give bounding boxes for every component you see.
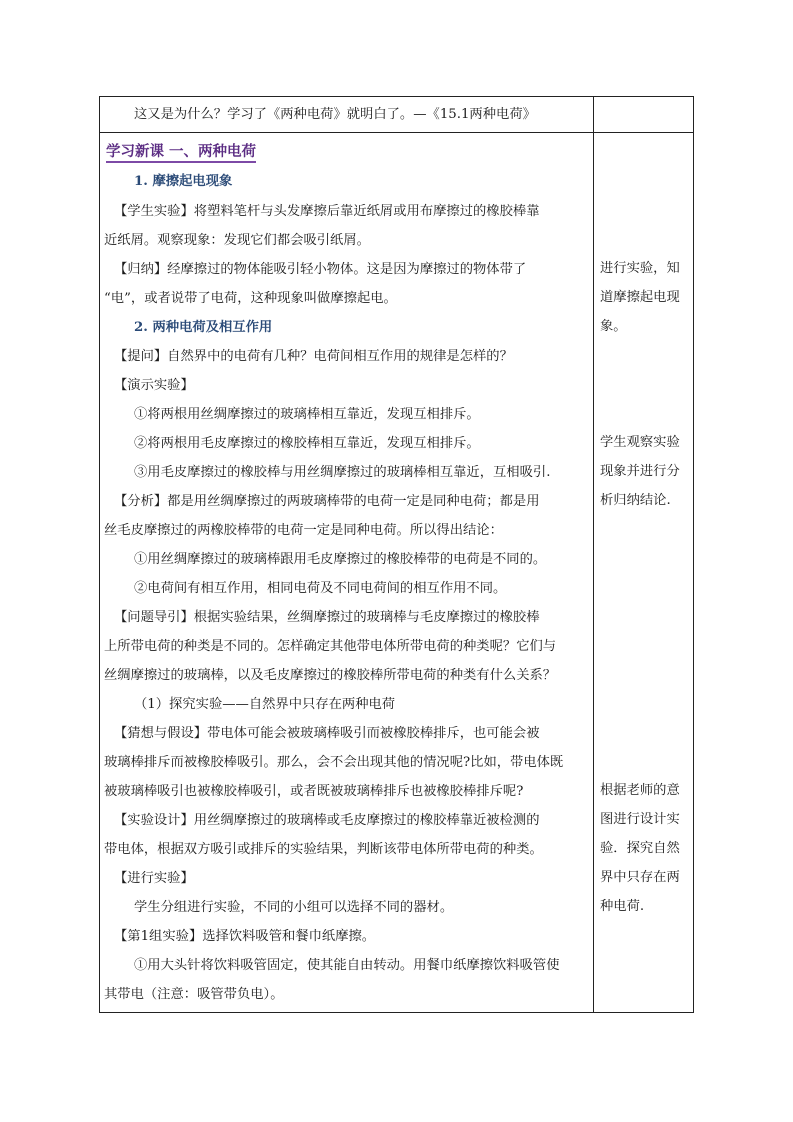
body-line: 玻璃棒排斥而被橡胶棒吸引。那么，会不会出现其他的情况呢?比如，带电体既 [104, 755, 564, 770]
body-line: 被玻璃棒吸引也被橡胶棒吸引，或者既被玻璃棒排斥也被橡胶棒排斥呢? [104, 784, 524, 799]
body-line: 学生分组进行实验，不同的小组可以选择不同的器材。 [134, 900, 454, 915]
side-note: 根据老师的意图进行设计实验．探究自然界中只存在两种电荷. [600, 783, 680, 914]
body-line: 带电体，根据双方吸引或排斥的实验结果，判断该带电体所带电荷的种类。 [104, 842, 543, 857]
body-line: （1）探究实验——自然界中只存在两种电荷 [134, 697, 396, 712]
side-note: 学生观察实验现象并进行分析归纳结论. [600, 435, 680, 508]
body-line: 【第1组实验】选择饮料吸管和餐巾纸摩擦。 [114, 929, 376, 944]
body-line: 【问题导引】根据实验结果，丝绸摩擦过的玻璃棒与毛皮摩擦过的橡胶棒 [114, 610, 540, 625]
body-line: 【猜想与假设】带电体可能会被玻璃棒吸引而被橡胶棒排斥，也可能会被 [114, 726, 540, 741]
body-line: 【分析】都是用丝绸摩擦过的两玻璃棒带的电荷一定是同种电荷；都是用 [114, 494, 540, 509]
body-line: 【进行实验】 [114, 871, 194, 886]
body-line: 上所带电荷的种类是不同的。怎样确定其他带电体所带电荷的种类呢？它们与 [104, 639, 557, 654]
body-line: 【实验设计】用丝绸摩擦过的玻璃棒或毛皮摩擦过的橡胶棒靠近被检测的 [114, 813, 540, 828]
body-line: 【归纳】经摩擦过的物体能吸引轻小物体。这是因为摩擦过的物体带了 [114, 262, 527, 277]
subheading-two-charges: 2. 两种电荷及相互作用 [134, 320, 273, 335]
section-title: 学习新课 一、两种电荷 [106, 144, 256, 160]
body-line: 其带电（注意：吸管带负电）。 [104, 987, 284, 1002]
body-line: 近纸屑。观察现象：发现它们都会吸引纸屑。 [104, 233, 370, 248]
body-line: “电”，或者说带了电荷，这种现象叫做摩擦起电。 [104, 291, 397, 306]
body-line: 【学生实验】将塑料笔杆与头发摩擦后靠近纸屑或用布摩擦过的橡胶棒靠 [114, 204, 540, 219]
body-line: ③用毛皮摩擦过的橡胶棒与用丝绸摩擦过的玻璃棒相互靠近，互相吸引. [134, 465, 551, 480]
intro-text: 这又是为什么？学习了《两种电荷》就明白了。—《15.1两种电荷》 [134, 107, 536, 122]
body-line: ①用丝绸摩擦过的玻璃棒跟用毛皮摩擦过的橡胶棒带的电荷是不同的。 [134, 552, 547, 567]
body-line: 【演示实验】 [114, 378, 194, 393]
side-note: 进行实验，知道摩擦起电现象。 [600, 261, 680, 334]
body-line: ①将两根用丝绸摩擦过的玻璃棒相互靠近，发现互相排斥。 [134, 407, 480, 422]
subheading-friction-charging: 1. 摩擦起电现象 [134, 174, 233, 189]
body-line: ②将两根用毛皮摩擦过的橡胶棒相互靠近，发现互相排斥。 [134, 436, 480, 451]
lesson-table [99, 96, 694, 1013]
column-divider [593, 97, 594, 1012]
body-line: ①用大头针将饮料吸管固定，使其能自由转动。用餐巾纸摩擦饮料吸管使 [134, 958, 560, 973]
row-divider [100, 132, 693, 133]
body-line: 丝毛皮摩擦过的两橡胶棒带的电荷一定是同种电荷。所以得出结论： [104, 523, 503, 538]
body-line: 丝绸摩擦过的玻璃棒，以及毛皮摩擦过的橡胶棒所带电荷的种类有什么关系？ [104, 668, 557, 683]
body-line: 【提问】自然界中的电荷有几种？电荷间相互作用的规律是怎样的？ [114, 349, 513, 364]
body-line: ②电荷间有相互作用，相同电荷及不同电荷间的相互作用不同。 [134, 581, 507, 596]
